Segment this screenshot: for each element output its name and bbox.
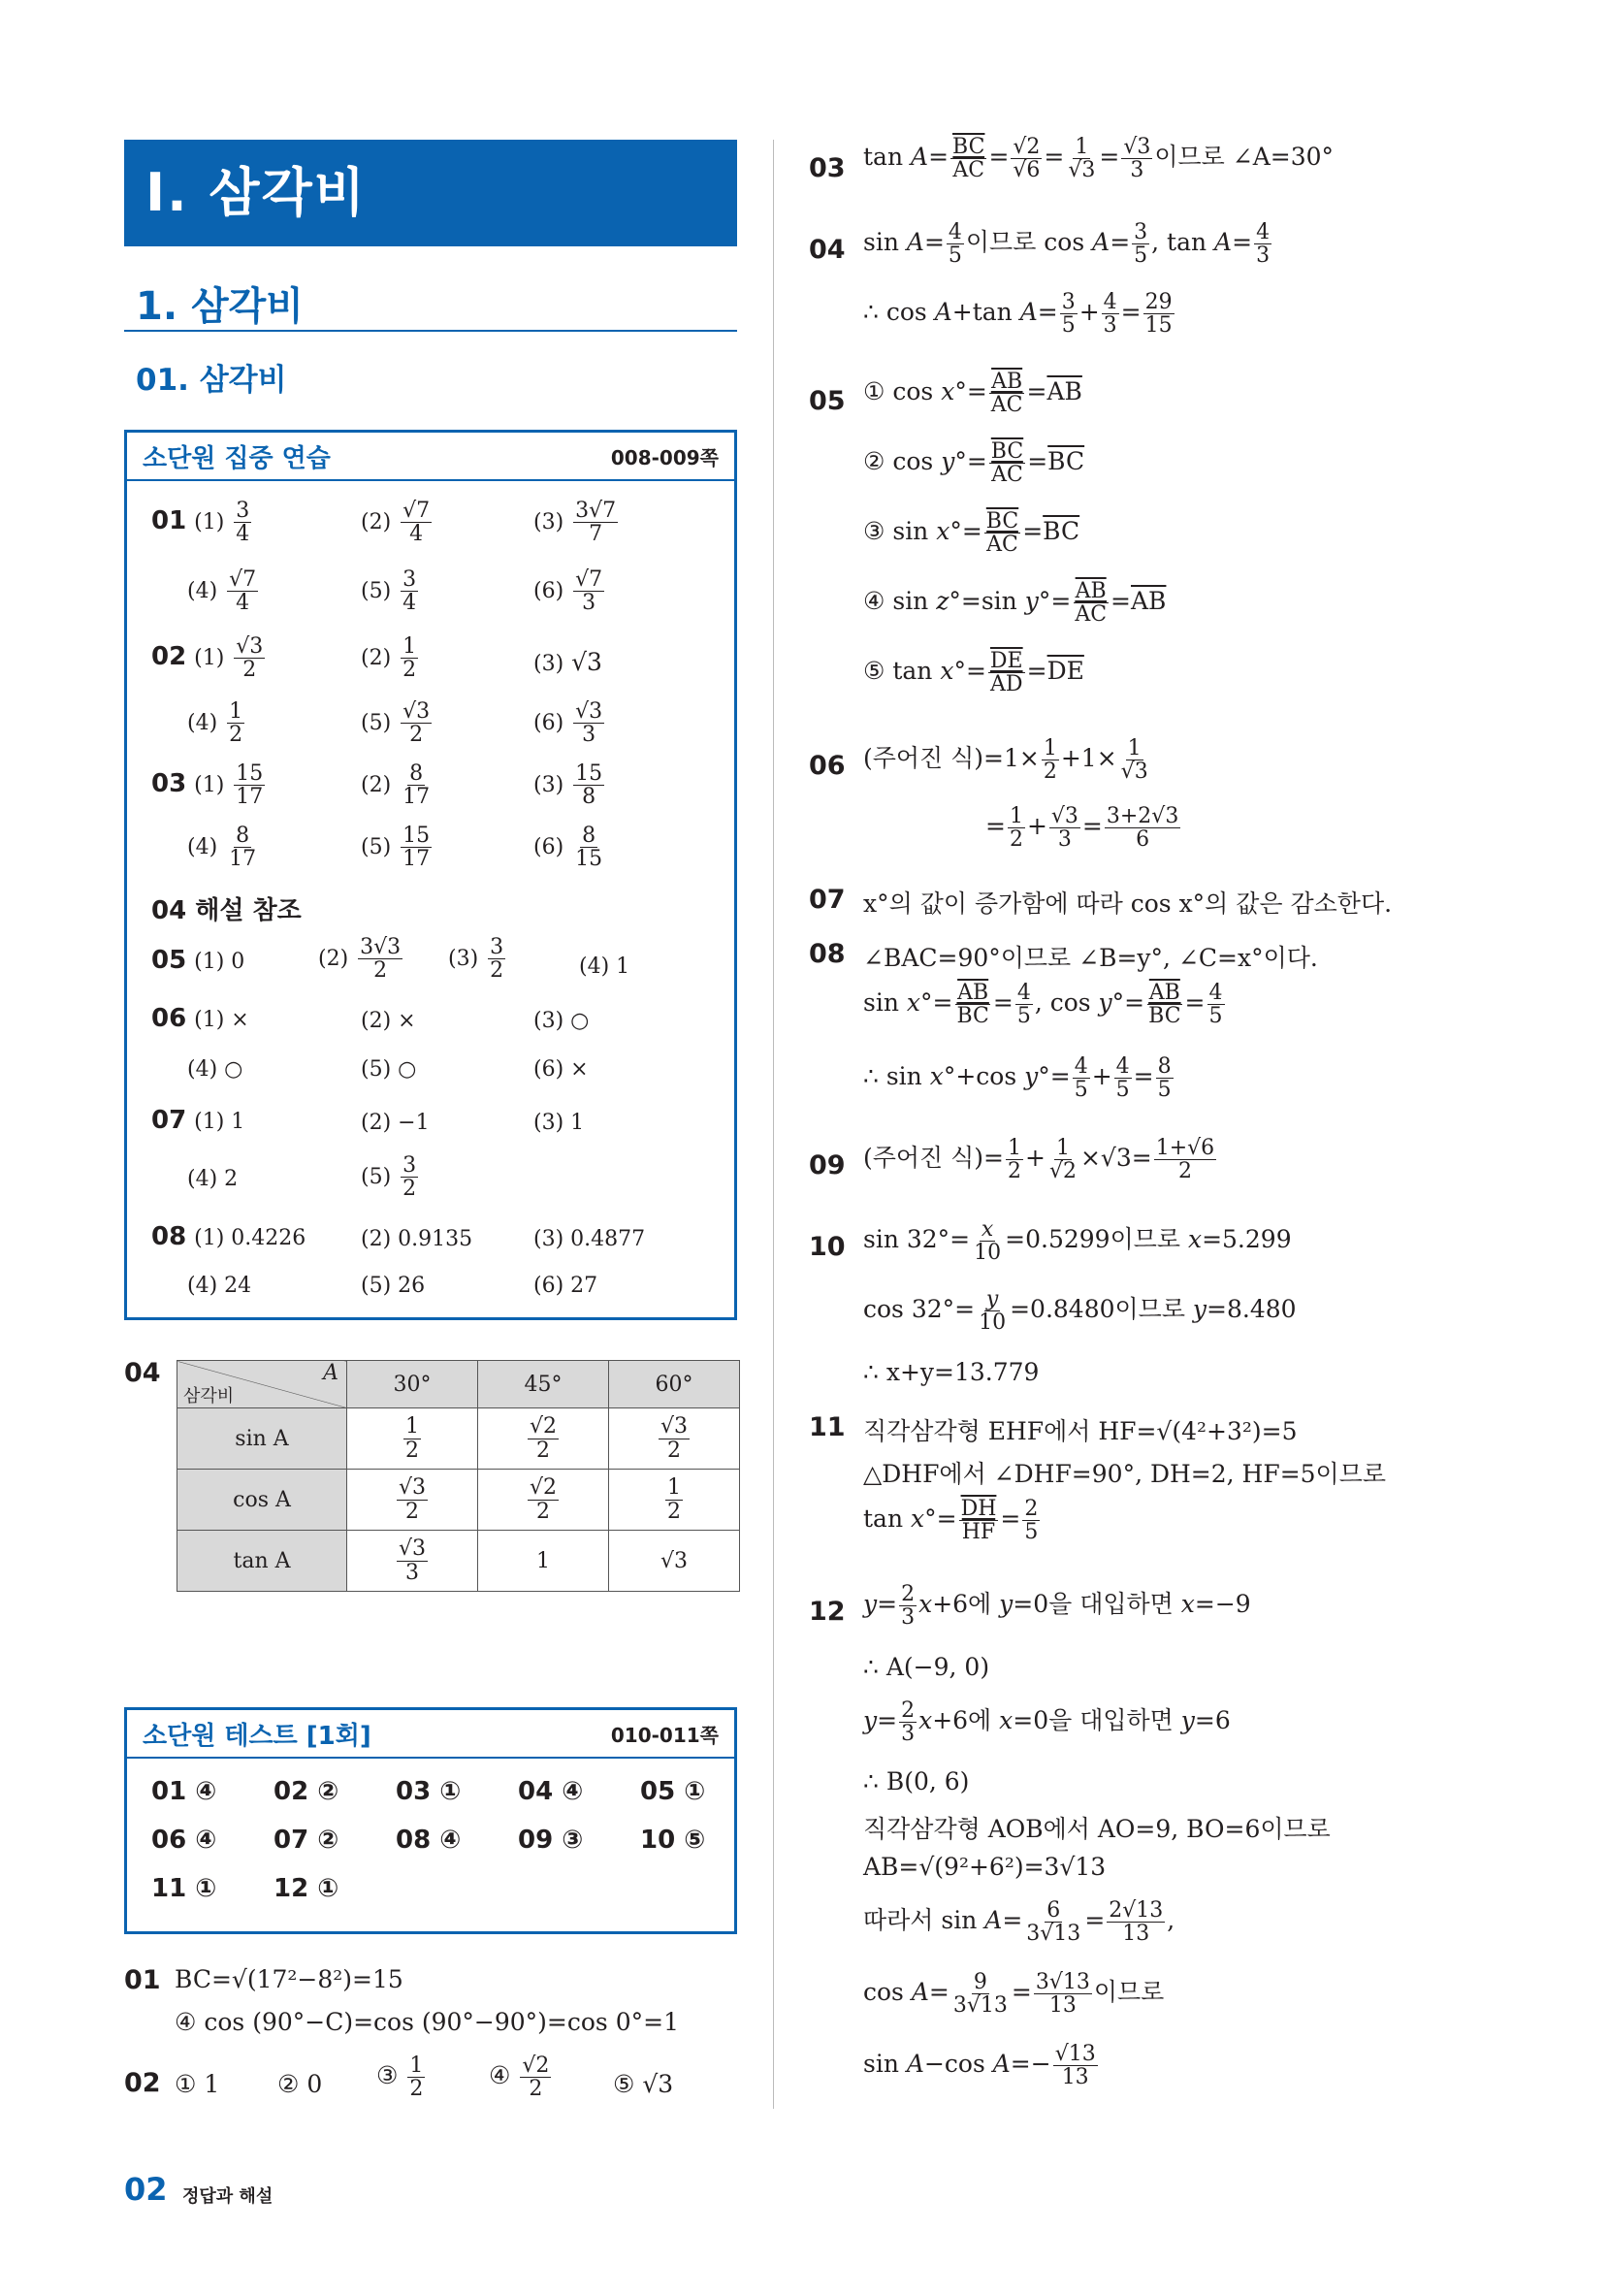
- practice-q03-3: (3) $\frac{15}{8}$: [533, 761, 603, 810]
- table-corner-bottom: 삼각비: [183, 1386, 235, 1407]
- practice-q07-3: (3) 1: [533, 1111, 585, 1135]
- sol-02-2: ② 0: [277, 2070, 323, 2098]
- test-answer: 05 ①: [640, 1777, 706, 1806]
- table-cell: $\frac{√3}{2}$: [347, 1470, 478, 1531]
- sol-05-5: ⑤ tan x°= $\frac{\overline{DE}}{AD}$ $=\overline{DE}$: [863, 649, 1084, 697]
- sol-01-line2: ④ cos (90°−C)=cos (90°−90°)=cos 0°=1: [175, 2008, 679, 2036]
- practice-q07-2: (2) −1: [361, 1111, 430, 1135]
- sol-02-5: ⑤ √3: [613, 2070, 674, 2098]
- sol-11-line3: tan x°= $\frac{\overline{DH}}{HF}$ = $\frac{2}{5}$: [863, 1497, 1039, 1545]
- table-corner-top: A: [323, 1361, 338, 1385]
- table-col-30: 30°: [347, 1361, 478, 1408]
- sol-04-line1: sin A= $\frac{4}{5}$ 이므로 cos A= $\frac{3}{5}$ , tan A= $\frac{4}{3}$: [863, 220, 1271, 269]
- practice-q05-1: 05 (1) 0: [151, 946, 245, 975]
- sol-04-num: 04: [809, 235, 846, 265]
- table-cell: $\frac{1}{2}$: [347, 1408, 478, 1470]
- sol-12-line7: 따라서 sin A= $\frac{6}{3√13}$ = $\frac{2√13}{13}$ ,: [863, 1898, 1175, 1947]
- table-cell: √3: [609, 1531, 740, 1592]
- sol-02-4: ④ $\frac{√2}{2}$: [489, 2053, 550, 2102]
- practice-q08-row1: 08 (1) 0.4226: [151, 1222, 306, 1251]
- sol-12-line5: 직각삼각형 AOB에서 AO=9, BO=6이므로: [863, 1815, 1331, 1843]
- table-col-45: 45°: [478, 1361, 609, 1408]
- practice-q08-5: (5) 26: [361, 1274, 426, 1298]
- test-answer: 01 ④: [151, 1777, 217, 1806]
- table-cell: $\frac{√2}{2}$: [478, 1408, 609, 1470]
- practice-q06-5: (5) ○: [361, 1057, 417, 1082]
- sol-10-line1: sin 32°= $\frac{x}{10}$ =0.5299이므로 x=5.299: [863, 1217, 1292, 1266]
- sol-12-line6: AB=√(9²+6²)=3√13: [863, 1853, 1107, 1881]
- test-answer: 09 ③: [518, 1826, 584, 1855]
- table-corner: [177, 1361, 347, 1408]
- table-row-tan: tan A: [177, 1531, 347, 1592]
- practice-q01-2: (2) $\frac{√7}{4}$: [361, 499, 431, 547]
- table-cell: $\frac{√3}{3}$: [347, 1531, 478, 1592]
- practice-q03-6: (6) $\frac{8}{15}$: [533, 824, 603, 872]
- sol-03: tan A= $\frac{\overline{BC}}{AC}$ = $\frac{√2}{√6}$ = $\frac{1}{√3}$ = $\frac{√3}{3}$ 이므로 ∠A=30°: [863, 135, 1335, 183]
- practice-q05-3: (3) $\frac{3}{2}$: [448, 935, 504, 984]
- sol-12-num: 12: [809, 1597, 846, 1627]
- test-answer: 12 ①: [274, 1874, 339, 1903]
- practice-q06-3: (3) ○: [533, 1009, 590, 1033]
- test-answer: 10 ⑤: [640, 1826, 706, 1855]
- sol-02-3: ③ $\frac{1}{2}$: [376, 2053, 424, 2102]
- table-col-60: 60°: [609, 1361, 740, 1408]
- footer-label: 정답과 해설: [182, 2186, 274, 2207]
- practice-q03-2: (2) $\frac{8}{17}$: [361, 761, 431, 810]
- practice-q03-row1: 03 (1) $\frac{15}{17}$: [151, 761, 264, 810]
- practice-q03-5: (5) $\frac{15}{17}$: [361, 824, 431, 872]
- table-cell: $\frac{1}{2}$: [609, 1470, 740, 1531]
- sol-05-4: ④ sin z°=sin y°= $\frac{\overline{AB}}{AC}$ $=\overline{AB}$: [863, 579, 1167, 628]
- sol-10-num: 10: [809, 1232, 846, 1262]
- test-answer: 11 ①: [151, 1874, 217, 1903]
- sol-06-line1: (주어진 식)=1× $\frac{1}{2}$ +1× $\frac{1}{√3}$: [863, 736, 1148, 785]
- test-box-title: 소단원 테스트 [1회]: [143, 1721, 371, 1751]
- practice-box-title: 소단원 집중 연습: [143, 443, 331, 473]
- practice-q01-3: (3) $\frac{3√7}{7}$: [533, 499, 617, 547]
- column-divider: [773, 140, 774, 2109]
- chapter-title: Ⅰ. 삼각비: [124, 140, 737, 246]
- practice-q06-4: (4) ○: [187, 1057, 243, 1082]
- practice-q07-5: (5) $\frac{3}{2}$: [361, 1153, 417, 1202]
- sol-08-num: 08: [809, 939, 846, 969]
- practice-q05-4: (4) 1: [579, 954, 630, 979]
- practice-q08-4: (4) 24: [187, 1274, 252, 1298]
- trig-table: [177, 1360, 740, 1592]
- practice-q02-4: (4) $\frac{1}{2}$: [187, 699, 243, 748]
- sol-07: x°의 값이 증가함에 따라 cos x°의 값은 감소한다.: [863, 889, 1393, 918]
- sol-03-num: 03: [809, 153, 846, 183]
- practice-q05-2: (2) $\frac{3√3}{2}$: [318, 935, 402, 984]
- sol-06-num: 06: [809, 751, 846, 781]
- section-underline: [124, 330, 737, 332]
- table-row-cos: cos A: [177, 1470, 347, 1531]
- practice-q06-row1: 06 (1) ×: [151, 1004, 249, 1033]
- practice-q02-row1: 02 (1) $\frac{√3}{2}$: [151, 634, 264, 683]
- test-box-pages: 010-011쪽: [610, 1723, 719, 1747]
- practice-q02-5: (5) $\frac{√3}{2}$: [361, 699, 431, 748]
- practice-q03-4: (4) $\frac{8}{17}$: [187, 824, 257, 872]
- sol-05-num: 05: [809, 386, 846, 416]
- practice-q06-6: (6) ×: [533, 1057, 589, 1082]
- sol-09-num: 09: [809, 1150, 846, 1180]
- sol-08-line1: ∠BAC=90°이므로 ∠B=y°, ∠C=x°이다.: [863, 944, 1318, 972]
- practice-q08-3: (3) 0.4877: [533, 1227, 646, 1251]
- practice-q01-4: (4) $\frac{√7}{4}$: [187, 567, 257, 616]
- sol-10-line3: ∴ x+y=13.779: [863, 1358, 1040, 1386]
- sol-11-num: 11: [809, 1412, 846, 1442]
- sol-12-line9: sin A−cos A=− $\frac{√13}{13}$: [863, 2042, 1096, 2090]
- practice-q02-3: (3) √3: [533, 648, 602, 676]
- sol-02-1: ① 1: [175, 2070, 220, 2098]
- sol-12-line3: y= $\frac{2}{3}$ x+6에 x=0을 대입하면 y=6: [863, 1698, 1231, 1747]
- sol-08-line3: ∴ sin x°+cos y°= $\frac{4}{5}$ + $\frac{4}{5}$ = $\frac{8}{5}$: [863, 1054, 1172, 1103]
- test-answer: 02 ②: [274, 1777, 339, 1806]
- practice-box-pages: 008-009쪽: [610, 445, 719, 469]
- test-answer: 07 ②: [274, 1826, 339, 1855]
- practice-q07-4: (4) 2: [187, 1167, 239, 1191]
- sol-02-num: 02: [124, 2068, 161, 2098]
- practice-q07-row1: 07 (1) 1: [151, 1106, 245, 1135]
- sol-11-line1: 직각삼각형 EHF에서 HF=√(4²+3²)=5: [863, 1417, 1298, 1445]
- sol-01-num: 01: [124, 1965, 161, 1995]
- test-answer: 04 ④: [518, 1777, 584, 1806]
- practice-q04: [151, 890, 302, 926]
- table-cell: $\frac{√3}{2}$: [609, 1408, 740, 1470]
- test-answer: 03 ①: [396, 1777, 462, 1806]
- sol-12-line4: ∴ B(0, 6): [863, 1767, 970, 1795]
- sol-12-line2: ∴ A(−9, 0): [863, 1653, 990, 1681]
- table04-label: 04: [124, 1358, 161, 1388]
- table-cell: $\frac{√2}{2}$: [478, 1470, 609, 1531]
- sol-08-line2: sin x°= $\frac{\overline{AB}}{BC}$ = $\frac{4}{5}$ , cos y°= $\frac{\overline{AB}}{BC}$ = $\frac{4}{5}$: [863, 981, 1223, 1029]
- subsection-title: 01. 삼각비: [136, 363, 287, 398]
- table-row-sin: sin A: [177, 1408, 347, 1470]
- page-number: 02: [124, 2171, 168, 2208]
- section-title: 1. 삼각비: [136, 284, 304, 329]
- sol-10-line2: cos 32°= $\frac{y}{10}$ =0.8480이므로 y=8.480: [863, 1287, 1297, 1336]
- practice-q01-6: (6) $\frac{√7}{3}$: [533, 567, 603, 616]
- sol-05-2: ② cos y°= $\frac{\overline{BC}}{AC}$ $=\overline{BC}$: [863, 439, 1085, 488]
- practice-q02-2: (2) $\frac{1}{2}$: [361, 634, 417, 683]
- practice-q04-text: 04 해설 참조: [151, 896, 302, 925]
- sol-11-line2: △DHF에서 ∠DHF=90°, DH=2, HF=5이므로: [863, 1460, 1386, 1488]
- practice-q02-6: (6) $\frac{√3}{3}$: [533, 699, 603, 748]
- test-answer: 08 ④: [396, 1826, 462, 1855]
- sol-12-line1: y= $\frac{2}{3}$ x+6에 y=0을 대입하면 x=−9: [863, 1582, 1251, 1631]
- sol-05-3: ③ sin x°= $\frac{\overline{BC}}{AC}$ $=\overline{BC}$: [863, 509, 1080, 558]
- practice-box-header: [127, 433, 734, 481]
- sol-05-1: ① cos x°= $\frac{\overline{AB}}{AC}$ $=\overline{AB}$: [863, 370, 1082, 418]
- test-box-header: [127, 1710, 734, 1759]
- practice-q06-2: (2) ×: [361, 1009, 416, 1033]
- practice-q01-5: (5) $\frac{3}{4}$: [361, 567, 417, 616]
- sol-01-line1: BC=√(17²−8²)=15: [175, 1965, 403, 1993]
- practice-q01-row1: 01 (1) $\frac{3}{4}$: [151, 499, 250, 547]
- sol-04-line2: ∴ cos A+tan A= $\frac{3}{5}$ + $\frac{4}{3}$ = $\frac{29}{15}$: [863, 290, 1173, 339]
- practice-q08-2: (2) 0.9135: [361, 1227, 473, 1251]
- table-cell: 1: [478, 1531, 609, 1592]
- practice-q08-6: (6) 27: [533, 1274, 598, 1298]
- sol-06-line2: = $\frac{1}{2}$ + $\frac{√3}{3}$ = $\frac{3+2√3}{6}$: [985, 804, 1179, 853]
- sol-12-line8: cos A= $\frac{9}{3√13}$ = $\frac{3√13}{13}$ 이므로: [863, 1970, 1165, 2019]
- test-answer: 06 ④: [151, 1826, 217, 1855]
- sol-07-num: 07: [809, 885, 846, 915]
- sol-09: (주어진 식)= $\frac{1}{2}$ + $\frac{1}{√2}$ ×√3= $\frac{1+√6}{2}$: [863, 1136, 1215, 1184]
